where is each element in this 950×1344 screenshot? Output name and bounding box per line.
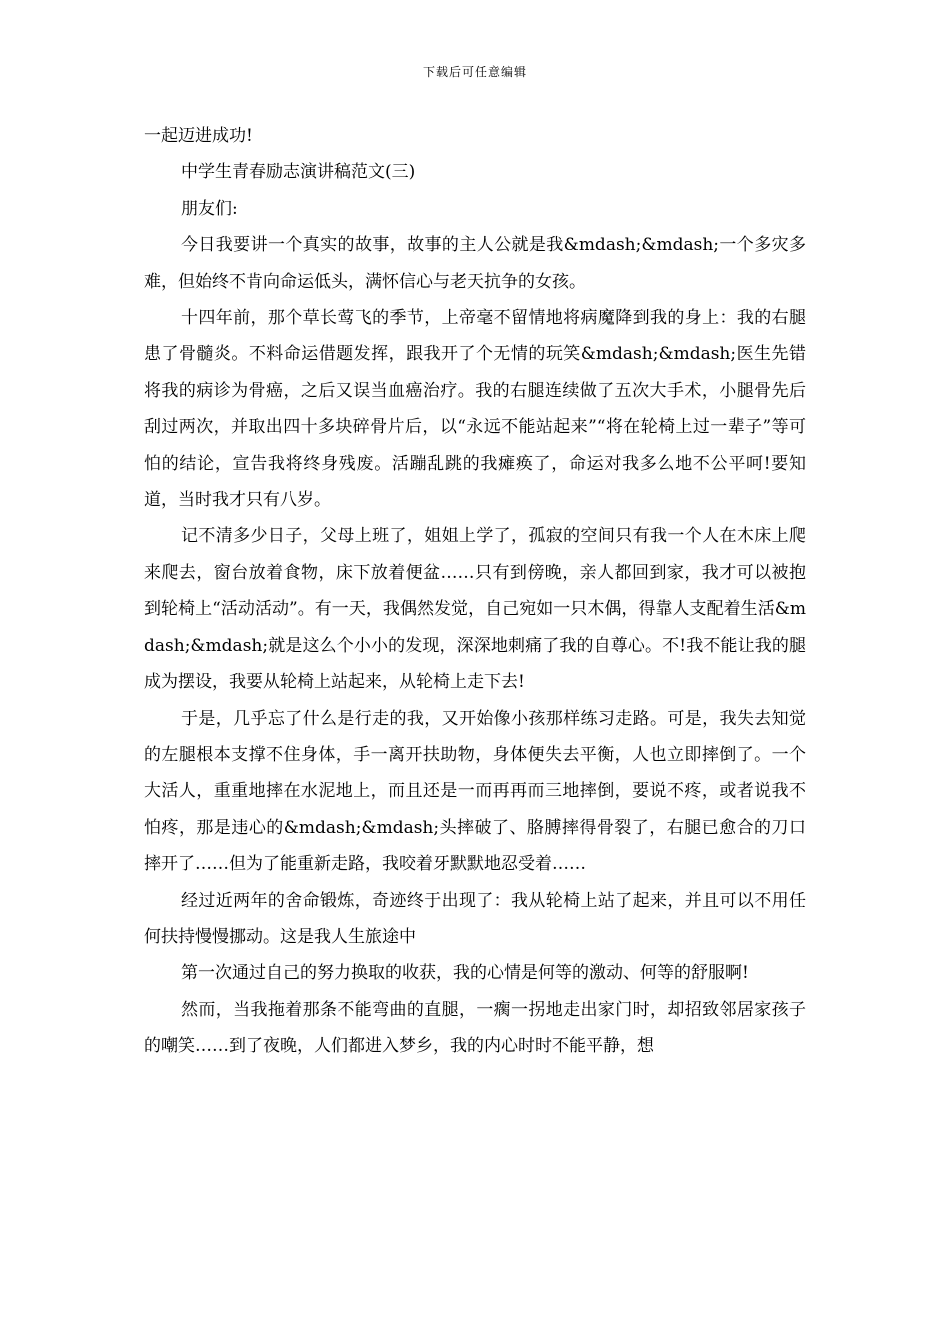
paragraph: 然而，当我拖着那条不能弯曲的直腿，一瘸一拐地走出家门时，却招致邻居家孩子的嘲笑……到了夜晚，人们都进入梦乡，我的内心时时不能平静，想 bbox=[144, 999, 806, 1057]
paragraph: 今日我要讲一个真实的故事，故事的主人公就是我&mdash;&mdash;一个多灾多难，但始终不肯向命运低头，满怀信心与老天抗争的女孩。 bbox=[144, 235, 806, 292]
salutation: 朋友们: bbox=[181, 198, 238, 219]
paragraph: 一起迈进成功! bbox=[144, 126, 253, 146]
paragraph: 十四年前，那个草长莺飞的季节，上帝毫不留情地将病魔降到我的身上：我的右腿患了骨髓炎。不料命运借题发挥，跟我开了个无情的玩笑&mdash;&mdash;医生先错将我的病诊为骨癌，之后又误当血癌治疗。我的右腿连续做了五次大手术，小腿骨先后刮过两次，并取出四十多块碎骨片后，以“永远不能站起来”“将在轮椅上过一辈子”等可怕的结论，宣告我将终身残废。活蹦乱跳的我瘫痪了，命运对我多么地不公平呵!要知道，当时我才只有八岁。 bbox=[144, 308, 806, 511]
page-header: 下载后可任意编辑 bbox=[422, 65, 527, 79]
document-body bbox=[144, 118, 806, 1065]
section-title: 中学生青春励志演讲稿范文(三) bbox=[181, 162, 416, 183]
paragraph: 于是，几乎忘了什么是行走的我，又开始像小孩那样练习走路。可是，我失去知觉的左腿根本支撑不住身体，手一离开扶助物，身体便失去平衡，人也立即摔倒了。一个大活人，重重地摔在水泥地上，而且还是一而再再而三地摔倒，要说不疼，或者说我不怕疼，那是违心的&mdash;&mdash;头摔破了、胳膊摔得骨裂了，右腿已愈合的刀口摔开了……但为了能重新走路，我咬着牙默默地忍受着…… bbox=[144, 708, 806, 875]
paragraph: 记不清多少日子，父母上班了，姐姐上学了，孤寂的空间只有我一个人在木床上爬来爬去，窗台放着食物，床下放着便盆……只有到傍晚，亲人都回到家，我才可以被抱到轮椅上“活动活动”。有一天，我偶然发觉，自己宛如一只木偶，得靠人支配着生活&mdash;&mdash;就是这么个小小的发现，深深地刺痛了我的自尊心。不!我不能让我的腿成为摆设，我要从轮椅上站起来，从轮椅上走下去! bbox=[144, 526, 806, 693]
paragraph: 经过近两年的舍命锻炼，奇迹终于出现了：我从轮椅上站了起来，并且可以不用任何扶持慢慢挪动。这是我人生旅途中 bbox=[144, 890, 806, 947]
paragraph: 第一次通过自己的努力换取的收获，我的心情是何等的激动、何等的舒服啊! bbox=[181, 963, 749, 984]
